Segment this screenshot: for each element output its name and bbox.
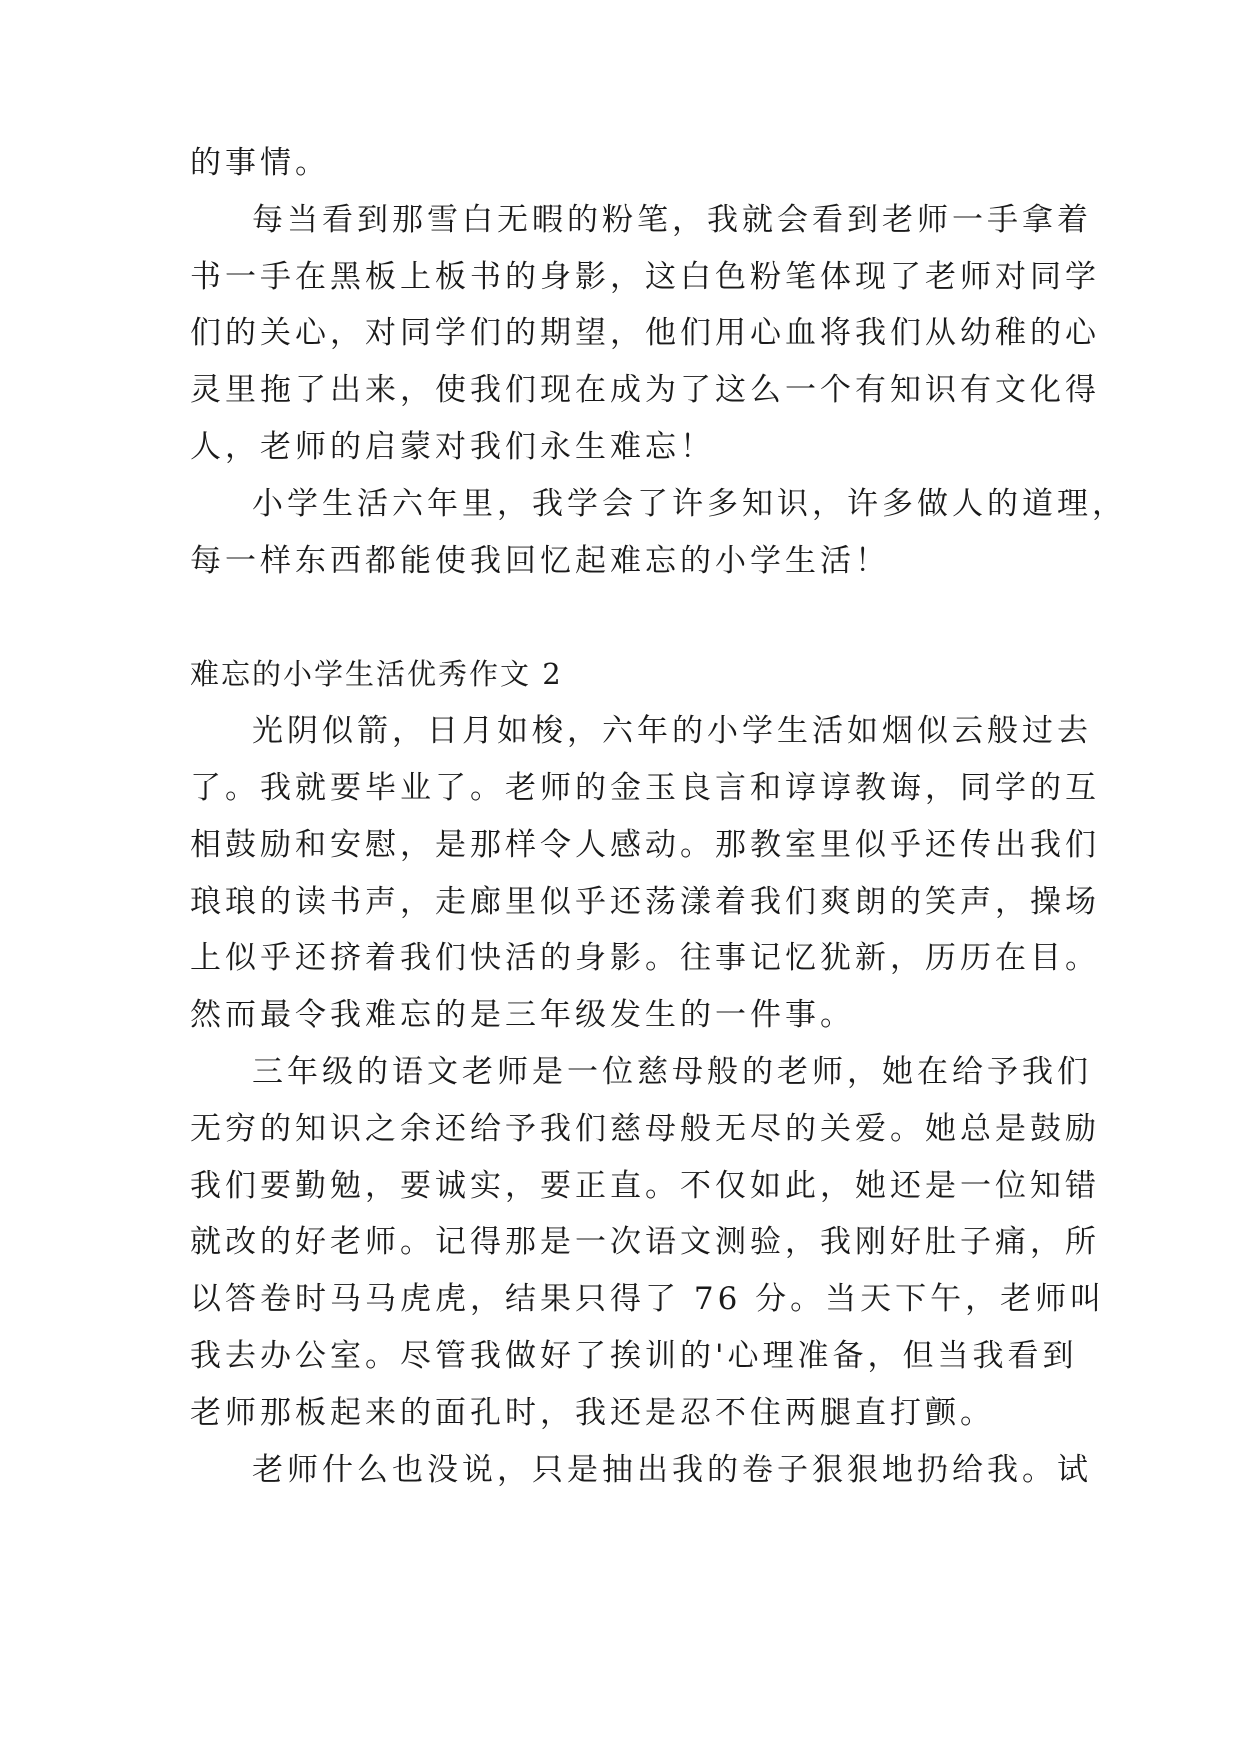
paragraph-line: 无穷的知识之余还给予我们慈母般无尽的关爱。她总是鼓励	[190, 1111, 1100, 1147]
paragraph-line: 三年级的语文老师是一位慈母般的老师，她在给予我们	[252, 1054, 1092, 1090]
paragraph-line: 光阴似箭，日月如梭，六年的小学生活如烟似云般过去	[252, 713, 1092, 749]
paragraph-line: 相鼓励和安慰，是那样令人感动。那教室里似乎还传出我们	[190, 827, 1100, 863]
section-title: 难忘的小学生活优秀作文 2	[190, 657, 563, 691]
paragraph-line: 每当看到那雪白无暇的粉笔，我就会看到老师一手拿着	[252, 202, 1092, 238]
paragraph-line: 上似乎还挤着我们快活的身影。往事记忆犹新，历历在目。	[190, 940, 1100, 976]
paragraph-line: 然而最令我难忘的是三年级发生的一件事。	[190, 997, 855, 1033]
paragraph-line: 每一样东西都能使我回忆起难忘的小学生活！	[190, 543, 890, 579]
paragraph-line: 琅琅的读书声，走廊里似乎还荡漾着我们爽朗的笑声，操场	[190, 884, 1100, 920]
paragraph-line: 了。我就要毕业了。老师的金玉良言和谆谆教诲，同学的互	[190, 770, 1100, 806]
paragraph-line: 人，老师的启蒙对我们永生难忘！	[190, 429, 715, 465]
paragraph-line: 就改的好老师。记得那是一次语文测验，我刚好肚子痛，所	[190, 1224, 1100, 1260]
paragraph-line: 老师那板起来的面孔时，我还是忍不住两腿直打颤。	[190, 1395, 995, 1431]
paragraph-line: 们的关心，对同学们的期望，他们用心血将我们从幼稚的心	[190, 315, 1100, 351]
paragraph-line: 老师什么也没说，只是抽出我的卷子狠狠地扔给我。试	[252, 1452, 1092, 1488]
paragraph-line: 书一手在黑板上板书的身影，这白色粉笔体现了老师对同学	[190, 259, 1100, 295]
paragraph-line: 灵里拖了出来，使我们现在成为了这么一个有知识有文化得	[190, 372, 1100, 408]
paragraph-line: 以答卷时马马虎虎，结果只得了 76 分。当天下午，老师叫	[190, 1281, 1106, 1317]
paragraph-line: 我去办公室。尽管我做好了挨训的'心理准备，但当我看到	[190, 1338, 1078, 1374]
paragraph-line: 的事情。	[190, 145, 330, 181]
paragraph-line: 我们要勤勉，要诚实，要正直。不仅如此，她还是一位知错	[190, 1168, 1100, 1204]
paragraph-line: 小学生活六年里，我学会了许多知识，许多做人的道理，	[252, 486, 1127, 522]
